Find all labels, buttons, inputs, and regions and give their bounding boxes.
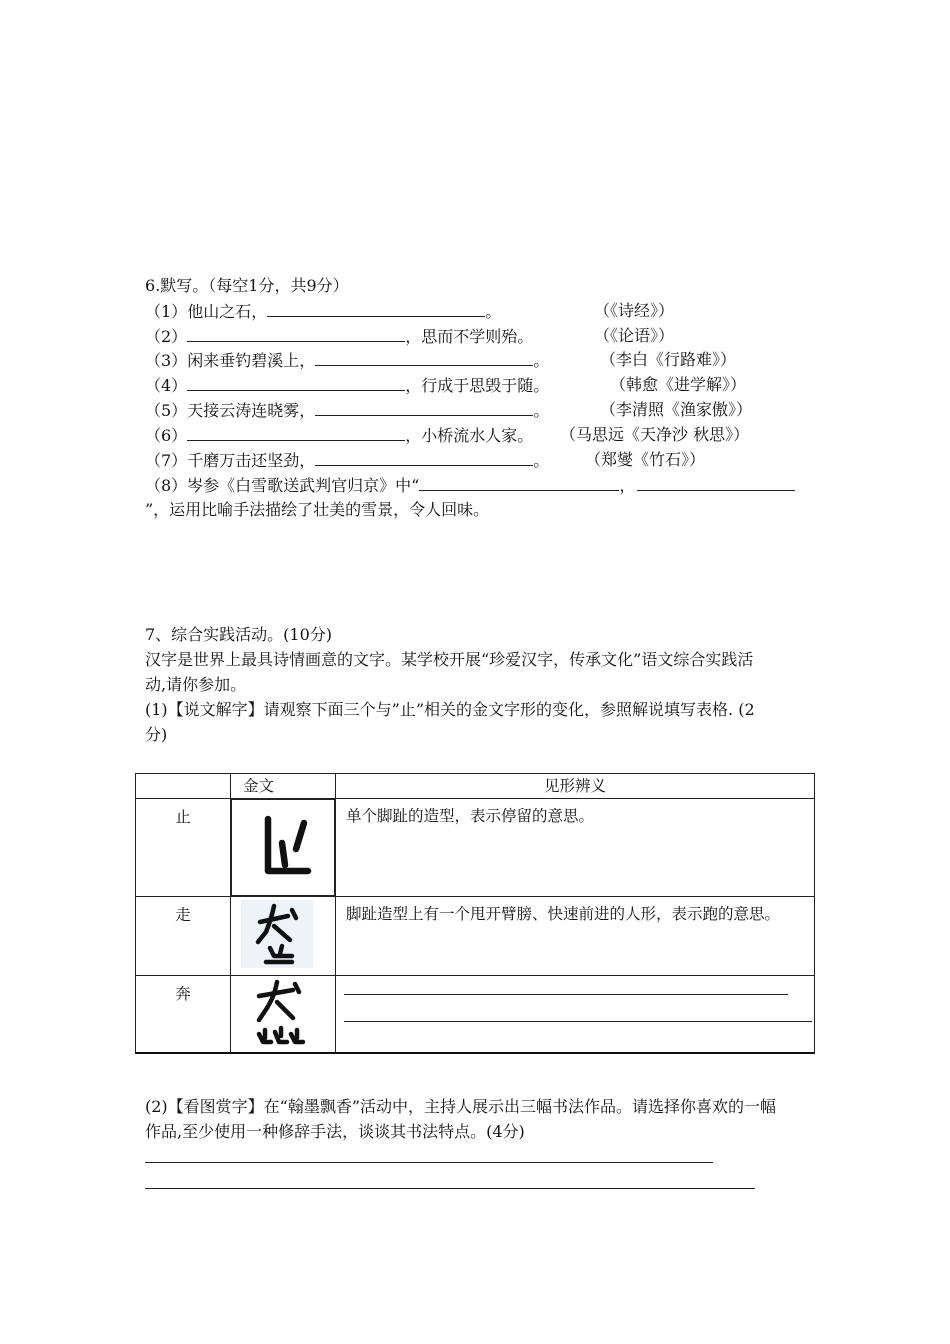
q6-source-6: （马思远《天净沙 秋思》） xyxy=(560,425,750,444)
q6-item-1: （1）他山之石， 。 xyxy=(145,302,502,321)
q7-intro-1: 汉字是世界上最具诗情画意的文字。某学校开展“珍爱汉字，传承文化”语文综合实践活 xyxy=(145,650,754,669)
q6-item-6: （6） ，小桥流水人家。 xyxy=(145,426,534,445)
bronze-glyph-ben-icon xyxy=(253,978,305,1048)
table-header-row xyxy=(136,774,815,799)
q7-intro-2: 动,请你参加。 xyxy=(145,675,247,694)
table-row xyxy=(136,799,815,897)
q6-item-3: （3）闲来垂钓碧溪上， 。 xyxy=(145,351,550,370)
table-meaning: 脚趾造型上有一个甩开臂膀、快速前进的人形，表示跑的意思。 xyxy=(336,897,815,976)
table-header: 见形辨义 xyxy=(336,774,815,799)
answer-blank[interactable] xyxy=(315,399,533,416)
answer-blank[interactable] xyxy=(187,424,405,441)
answer-line[interactable] xyxy=(344,978,788,995)
q6-source-1: （《诗经》） xyxy=(594,301,675,320)
q7-part1-1: (1)【说文解字】请观察下面三个与”止”相关的金文字形的变化，参照解说填写表格. (2 xyxy=(145,700,755,719)
answer-line[interactable] xyxy=(145,1187,755,1189)
answer-cell[interactable] xyxy=(336,976,815,1054)
table-char: 止 xyxy=(136,799,231,897)
bronze-script-table xyxy=(135,773,815,1054)
q6-source-7: （郑燮《竹石》） xyxy=(585,450,706,469)
answer-blank[interactable] xyxy=(419,474,619,491)
bronze-glyph-ben xyxy=(231,976,336,1054)
q7-part1-2: 分) xyxy=(145,725,168,744)
q6-source-4: （韩愈《进学解》） xyxy=(610,375,747,394)
answer-blank[interactable] xyxy=(637,474,795,491)
table-row xyxy=(136,976,815,1054)
q7-title: 7、综合实践活动。(10分) xyxy=(145,625,333,644)
answer-blank[interactable] xyxy=(315,449,533,466)
q6-source-2: （《论语》） xyxy=(594,326,675,345)
q6-title: 6.默写。（每空1分，共9分） xyxy=(145,276,349,295)
q7-part2-1: (2)【看图赏字】在“翰墨飘香”活动中，主持人展示出三幅书法作品。请选择你喜欢的一幅 xyxy=(145,1097,777,1116)
table-meaning: 单个脚趾的造型，表示停留的意思。 xyxy=(336,799,815,897)
q6-item-5: （5）天接云涛连晓雾， 。 xyxy=(145,401,550,420)
q7-part2-2: 作品,至少使用一种修辞手法，谈谈其书法特点。(4分) xyxy=(145,1122,525,1141)
table-char: 走 xyxy=(136,897,231,976)
table-header xyxy=(136,774,231,799)
q6-item-2: （2） ，思而不学则殆。 xyxy=(145,327,534,346)
q6-item-4: （4） ，行成于思毁于随。 xyxy=(145,376,550,395)
answer-blank[interactable] xyxy=(267,300,485,317)
answer-line[interactable] xyxy=(145,1161,713,1163)
answer-line[interactable] xyxy=(344,1005,812,1022)
bronze-glyph-zhi xyxy=(231,799,335,896)
answer-blank[interactable] xyxy=(187,374,405,391)
q6-source-5: （李清照《渔家傲》） xyxy=(600,400,753,419)
table-char: 奔 xyxy=(136,976,231,1054)
bronze-glyph-zou-icon xyxy=(252,902,302,966)
q6-item-8-end: ”，运用比喻手法描绘了壮美的雪景，令人回味。 xyxy=(145,500,490,519)
q6-item-7: （7）千磨万击还坚劲， 。 xyxy=(145,451,550,470)
q6-source-3: （李白《行路难》） xyxy=(600,350,737,369)
bronze-glyph-zou xyxy=(231,897,336,976)
bronze-glyph-zhi-icon xyxy=(252,813,314,883)
answer-blank[interactable] xyxy=(315,349,533,366)
answer-blank[interactable] xyxy=(187,325,405,342)
table-row xyxy=(136,897,815,976)
table-header: 金文 xyxy=(231,774,336,799)
q6-item-8: （8）岑参《白雪歌送武判官归京》中“ ， xyxy=(145,474,795,497)
